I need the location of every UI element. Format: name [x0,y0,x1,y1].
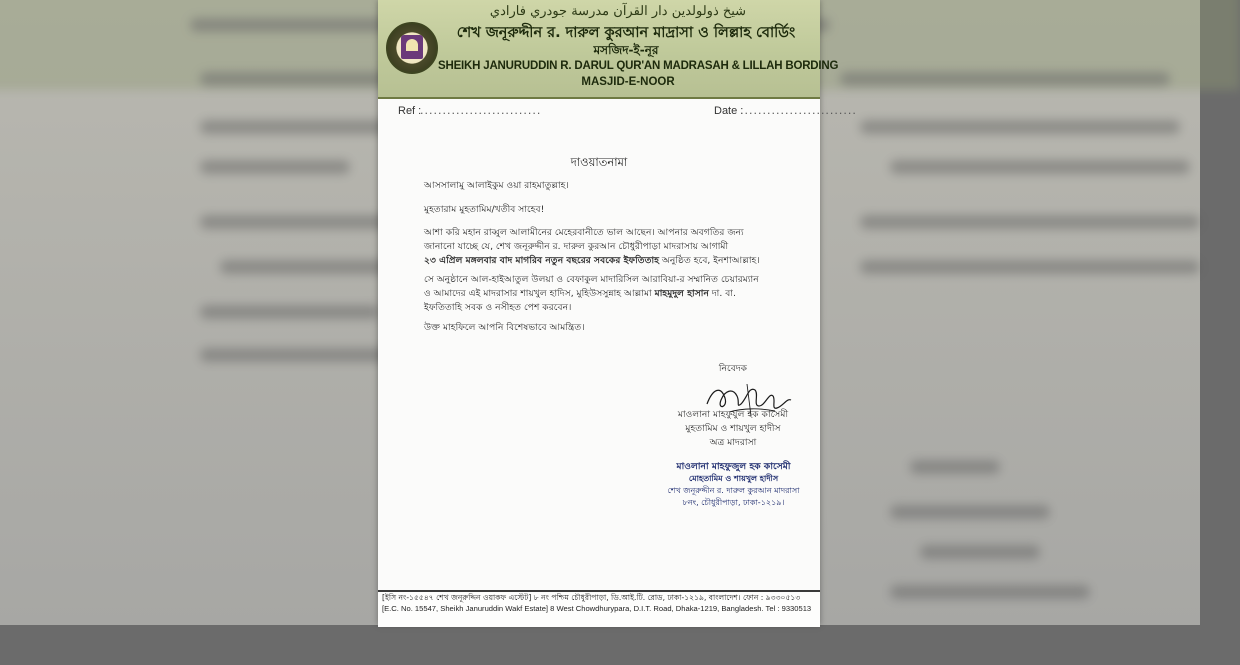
date-dotted-line: .......................... [740,104,857,117]
sender-label: নিবেদক [718,363,748,374]
masjid-name-en: MASJID-E-NOOR [581,76,675,88]
sender-institution: অত্র মাদরাসা [709,437,757,448]
blurred-text-line [200,160,350,174]
paragraph-closing [424,320,804,334]
official-stamp [646,461,821,509]
letter-footer [378,590,820,627]
blurred-text-line [860,260,1200,274]
paragraph-line: আশা করি মহান রাব্বুল আলামীনের মেহেরবানীতে ভাল আছেন। আপনার অবগতির জন্য [424,227,744,238]
paragraph-line: সে অনুষ্ঠানে আল-হাইআতুল উলয়া ও বেফাকুল মাদারিসিল আরাবিয়া-র সম্মানিত চেয়ারম্যান [424,274,759,285]
blurred-text-line [840,72,1170,86]
blurred-text-line [920,545,1040,559]
mosque-emblem-icon [401,35,423,59]
event-date-highlight: ২৩ এপ্রিল মঙ্গলবার বাদ মাগরিব নতুন বছরের সবকের ইফতিতাহ [424,255,660,266]
blurred-text-line [860,120,1180,134]
sender-name: মাওলানা মাহফুযুল হক কাসেমী [677,409,789,420]
footer-address-bn: [ইসি নং-১৫৫৪৭ শেখ জনূরুদ্দিন ওয়াকফ এস্টেট] ৮ নং পশ্চিম চৌধুরীপাড়া, ডি.আই.টি. রোড, ঢাকা-১২১৯, বাংলাদেশ। ফোন : ৯৩৩০৫১৩ [382,593,801,602]
closing-text: উক্ত মাহফিলে আপনি বিশেষভাবে আমন্ত্রিত। [424,322,585,333]
madrasah-emblem-icon [386,22,438,74]
stamp-address: ৮নং, চৌধুরীপাড়া, ঢাকা-১২১৯। [682,498,785,507]
blurred-text-line [890,585,1090,599]
addressee [424,202,804,216]
blurred-text-line [860,215,1200,229]
paragraph-invitation [424,225,804,267]
invitation-letter [378,0,857,625]
ref-dotted-line: ........................... [420,104,542,117]
paragraph-line-rest: অনুষ্ঠিত হবে, ইনশাআল্লাহ। [659,255,760,266]
greeting [424,178,804,192]
stamp-name: মাওলানা মাহফুজুল হক কাসেমী [676,461,791,472]
masjid-name-bn: মসজিদ-ই-নূর [593,43,659,57]
document-title: দাওয়াতনামা [570,155,628,169]
blurred-text-line [890,505,1050,519]
sender-designation: মুহতামিম ও শায়খুল হাদীস [685,423,781,434]
paragraph-line: জানানো যাচ্ছে যে, শেখ জনূরুদ্দীন র. দারুল কুরআন চৌধুরীপাড়া মাদরাসায় আগামী [424,241,729,252]
paragraph-guest [424,272,804,314]
handwritten-signature [703,378,793,418]
ref-label: Ref : [398,105,422,117]
blurred-text-line [910,460,1000,474]
blurred-text-line [200,305,380,319]
institution-name-en: SHEIKH JANURUDDIN R. DARUL QUR'AN MADRASAH & LILLAH BORDING [438,60,839,72]
date-label: Date : [714,105,744,117]
institution-name-bn: শেখ জনূরুদ্দীন র. দারুল কুরআন মাদ্রাসা ও লিল্লাহ বোর্ডিং [456,25,796,41]
paragraph-line-end: দা. বা. [708,288,736,299]
stamp-designation: মোহতামিম ও শায়খুল হাদীস [688,474,779,483]
blurred-text-line [890,160,1190,174]
paragraph-line [424,253,804,267]
footer-address-en: [E.C. No. 15547, Sheikh Januruddin Wakf Estate] 8 West Chowdhurypara, D.I.T. Road, Dhaka-1219, Bangladesh. Tel : 9330513 [382,604,812,613]
addressee-text: মুহতারাম মুহতামিম/খতীব সাহেব! [424,204,545,215]
letterhead [378,0,839,99]
greeting-text: আসসালামু আলাইকুম ওয়া রাহমাতুল্লাহ। [424,180,569,191]
guest-name-highlight: মাহমুদুল হাসান [654,288,709,299]
paragraph-line [424,286,804,300]
arabic-institution-name: شيخ ذولولدين دار القرآن مدرسة جودري فارادي [489,4,747,19]
paragraph-line-start: ও আমাদের এই মাদরাসার শায়খুল হাদিস, মুহিউসসুন্নাহ আল্লামা [424,288,655,299]
paragraph-line: ইফতিতাহি সবক ও নসীহত পেশ করবেন। [424,302,572,313]
stamp-institution: শেখ জনূরুদ্দীন র. দারুল কুরআন মাদরাসা [667,486,800,495]
